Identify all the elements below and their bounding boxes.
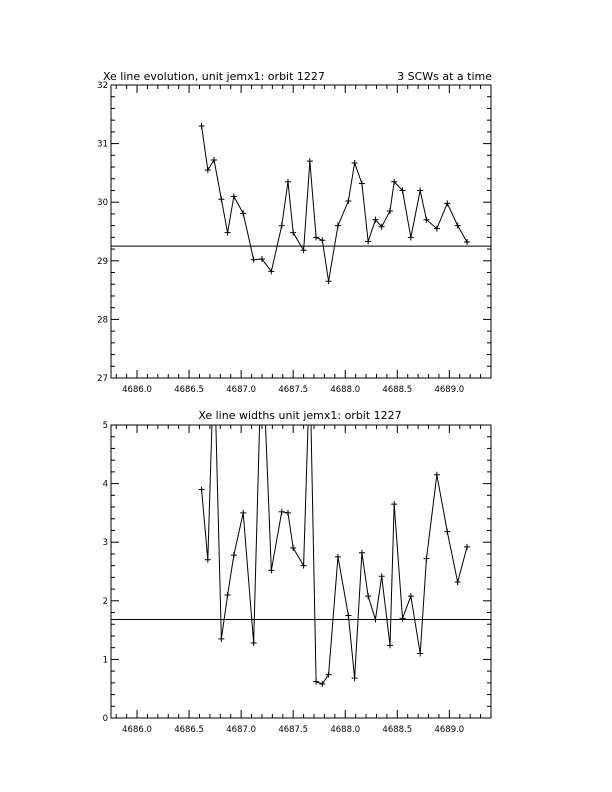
data-point [387, 208, 393, 214]
data-point [444, 529, 450, 535]
data-point [391, 501, 397, 507]
data-point [240, 510, 246, 516]
data-point [365, 593, 371, 599]
data-point [268, 567, 274, 573]
y-tick-label: 2 [102, 596, 108, 607]
y-tick-label: 31 [97, 139, 108, 150]
axes [103, 421, 491, 735]
data-point [352, 675, 358, 681]
plot-area [111, 123, 491, 284]
x-tick-label: 4687.0 [226, 385, 257, 395]
data-point [408, 593, 414, 599]
data-point [199, 123, 205, 129]
x-tick-label: 4688.0 [330, 725, 361, 735]
x-tick-label: 4686.5 [174, 385, 204, 395]
data-point [417, 651, 423, 657]
data-point [345, 198, 351, 204]
data-point [319, 681, 325, 687]
data-point [279, 509, 285, 515]
xe-line-evolution-chart [97, 70, 492, 395]
y-tick-label: 3 [102, 538, 108, 549]
chart-title-right: 3 SCWs at a time [397, 70, 492, 83]
x-tick-label: 4686.0 [122, 385, 152, 395]
data-point [408, 234, 414, 240]
data-point [307, 158, 313, 164]
data-point [251, 257, 257, 263]
x-tick-label: 4686.5 [174, 725, 204, 735]
data-point [240, 210, 246, 216]
plot-frame [111, 85, 491, 378]
x-tick-label: 4689.0 [434, 385, 465, 395]
data-point [313, 234, 319, 240]
data-point [423, 556, 429, 562]
y-tick-label: 4 [102, 479, 108, 490]
data-point [365, 238, 371, 244]
data-point [307, 363, 313, 369]
data-point [205, 167, 211, 173]
data-point [218, 636, 224, 642]
data-point [400, 615, 406, 621]
data-point [251, 640, 257, 646]
data-point [225, 230, 231, 236]
data-point [290, 230, 296, 236]
data-point [231, 193, 237, 199]
data-point [225, 592, 231, 598]
data-point [199, 486, 205, 492]
x-tick-label: 4687.5 [278, 725, 309, 735]
plot-frame [111, 425, 491, 718]
data-point [285, 179, 291, 185]
data-point [335, 554, 341, 560]
data-point [211, 352, 217, 358]
y-tick-label: 1 [102, 655, 108, 666]
data-point [259, 334, 265, 340]
data-point [218, 196, 224, 202]
data-point [211, 157, 217, 163]
data-point [464, 239, 470, 245]
data-point [279, 223, 285, 229]
x-tick-label: 4687.0 [226, 725, 257, 735]
chart-title: Xe line evolution, unit jemx1: orbit 1227 [103, 70, 325, 83]
series-line [202, 126, 467, 281]
data-point [301, 247, 307, 253]
data-point [455, 223, 461, 229]
data-point [326, 672, 332, 678]
y-tick-label: 5 [102, 421, 108, 431]
y-tick-label: 30 [97, 198, 108, 209]
data-point [359, 180, 365, 186]
data-point [444, 200, 450, 206]
data-point [301, 563, 307, 569]
data-point [434, 472, 440, 478]
y-tick-label: 28 [97, 315, 108, 326]
data-point [205, 557, 211, 563]
x-tick-label: 4689.0 [434, 725, 465, 735]
x-tick-label: 4687.5 [278, 385, 309, 395]
data-point [345, 612, 351, 618]
data-point [372, 617, 378, 623]
data-point [464, 544, 470, 550]
data-point [290, 545, 296, 551]
chart-title: Xe line widths unit jemx1: orbit 1227 [198, 409, 402, 422]
data-point [359, 550, 365, 556]
data-point [417, 187, 423, 193]
data-point [379, 573, 385, 579]
x-tick-label: 4688.0 [330, 385, 361, 395]
axes [97, 81, 491, 395]
data-point [352, 160, 358, 166]
data-point [455, 579, 461, 585]
data-point [285, 510, 291, 516]
data-point [335, 223, 341, 229]
y-tick-label: 0 [102, 714, 108, 724]
y-tick-label: 27 [97, 374, 108, 384]
y-tick-label: 29 [97, 256, 108, 267]
x-tick-label: 4688.5 [382, 725, 413, 735]
x-tick-label: 4686.0 [122, 725, 152, 735]
data-point [319, 237, 325, 243]
y-tick-label: 32 [97, 81, 108, 91]
data-point [387, 642, 393, 648]
data-point [326, 278, 332, 284]
data-point [231, 552, 237, 558]
data-point [313, 679, 319, 685]
x-tick-label: 4688.5 [382, 385, 413, 395]
